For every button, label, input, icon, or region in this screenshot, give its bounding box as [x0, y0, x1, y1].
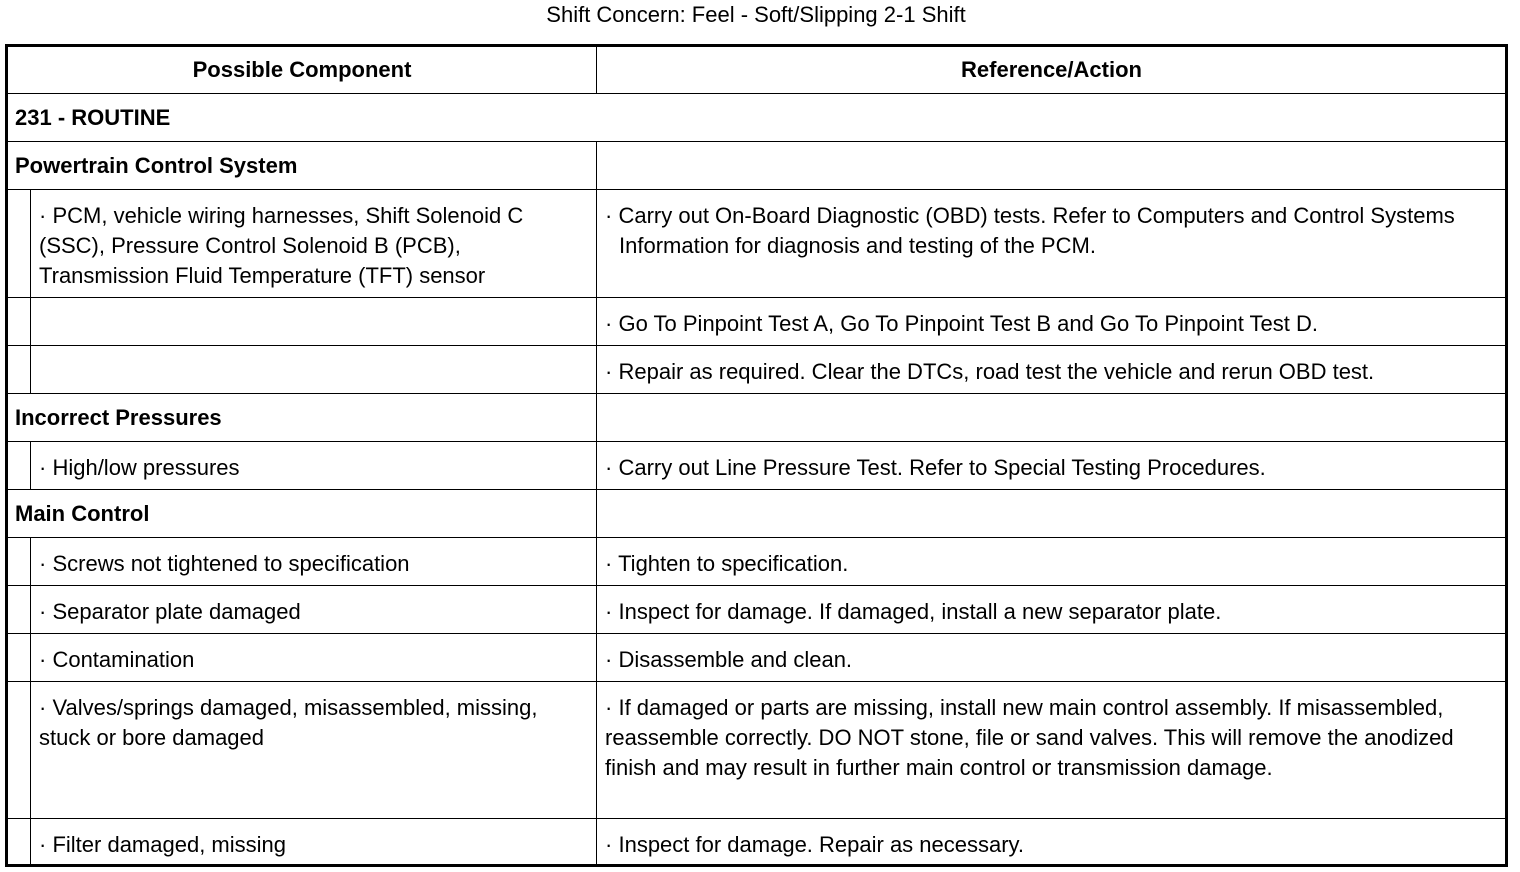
action-text: If damaged or parts are missing, install new main control assembly. If misassembled, reassemble correctly. DO NOT stone, file or sand valves. This will remove the anodized finish and may result in further main control or transmission damage.	[605, 695, 1454, 780]
bullet-mark: ·	[605, 695, 613, 720]
action-text: Carry out On-Board Diagnostic (OBD) tests. Refer to Computers and Control Systems Information for diagnosis and testing of the PCM.	[618, 203, 1455, 258]
action-text: Repair as required. Clear the DTCs, road test the vehicle and rerun OBD test.	[618, 359, 1375, 384]
component-text: Screws not tightened to specification	[52, 551, 410, 576]
action-text: Tighten to specification.	[618, 551, 849, 576]
bullet-mark: ·	[605, 311, 613, 336]
action-text: Inspect for damage. If damaged, install a new separator plate.	[618, 599, 1222, 624]
page-title: Shift Concern: Feel - Soft/Slipping 2-1 Shift	[546, 2, 966, 27]
table-outer-border	[5, 44, 1508, 867]
group-title-powertrain: Powertrain Control System	[8, 142, 597, 190]
bullet-mark: ·	[605, 359, 613, 384]
component-text: High/low pressures	[52, 455, 240, 480]
bullet-mark: ·	[605, 203, 613, 228]
routine-label: 231 - ROUTINE	[8, 94, 1507, 142]
bullet-mark: ·	[605, 599, 613, 624]
component-text: Filter damaged, missing	[52, 832, 286, 857]
bullet-mark: ·	[605, 832, 613, 857]
bullet-mark: ·	[39, 599, 47, 624]
header-possible-component: Possible Component	[8, 47, 597, 94]
bullet-mark: ·	[39, 455, 47, 480]
component-text: Separator plate damaged	[52, 599, 301, 624]
bullet-mark: ·	[39, 647, 47, 672]
action-text: Disassemble and clean.	[618, 647, 853, 672]
action-text: Inspect for damage. Repair as necessary.	[618, 832, 1025, 857]
action-text: Carry out Line Pressure Test. Refer to Special Testing Procedures.	[618, 455, 1266, 480]
group-title-main-control: Main Control	[8, 490, 597, 538]
component-text: Contamination	[52, 647, 195, 672]
bullet-mark: ·	[605, 551, 613, 576]
bullet-mark: ·	[605, 647, 613, 672]
bullet-mark: ·	[39, 832, 47, 857]
header-reference-action: Reference/Action	[597, 47, 1507, 94]
bullet-mark: ·	[39, 551, 47, 576]
bullet-mark: ·	[605, 455, 613, 480]
component-text: PCM, vehicle wiring harnesses, Shift Solenoid C (SSC), Pressure Control Solenoid B (PCB), Transmission Fluid Temperature (TFT) sensor	[39, 203, 524, 288]
group-title-incorrect-pressures: Incorrect Pressures	[8, 394, 597, 442]
component-text: Valves/springs damaged, misassembled, missing, stuck or bore damaged	[39, 695, 538, 750]
bullet-mark: ·	[39, 203, 47, 228]
bullet-mark: ·	[39, 695, 47, 720]
action-text: Go To Pinpoint Test A, Go To Pinpoint Test B and Go To Pinpoint Test D.	[618, 311, 1319, 336]
